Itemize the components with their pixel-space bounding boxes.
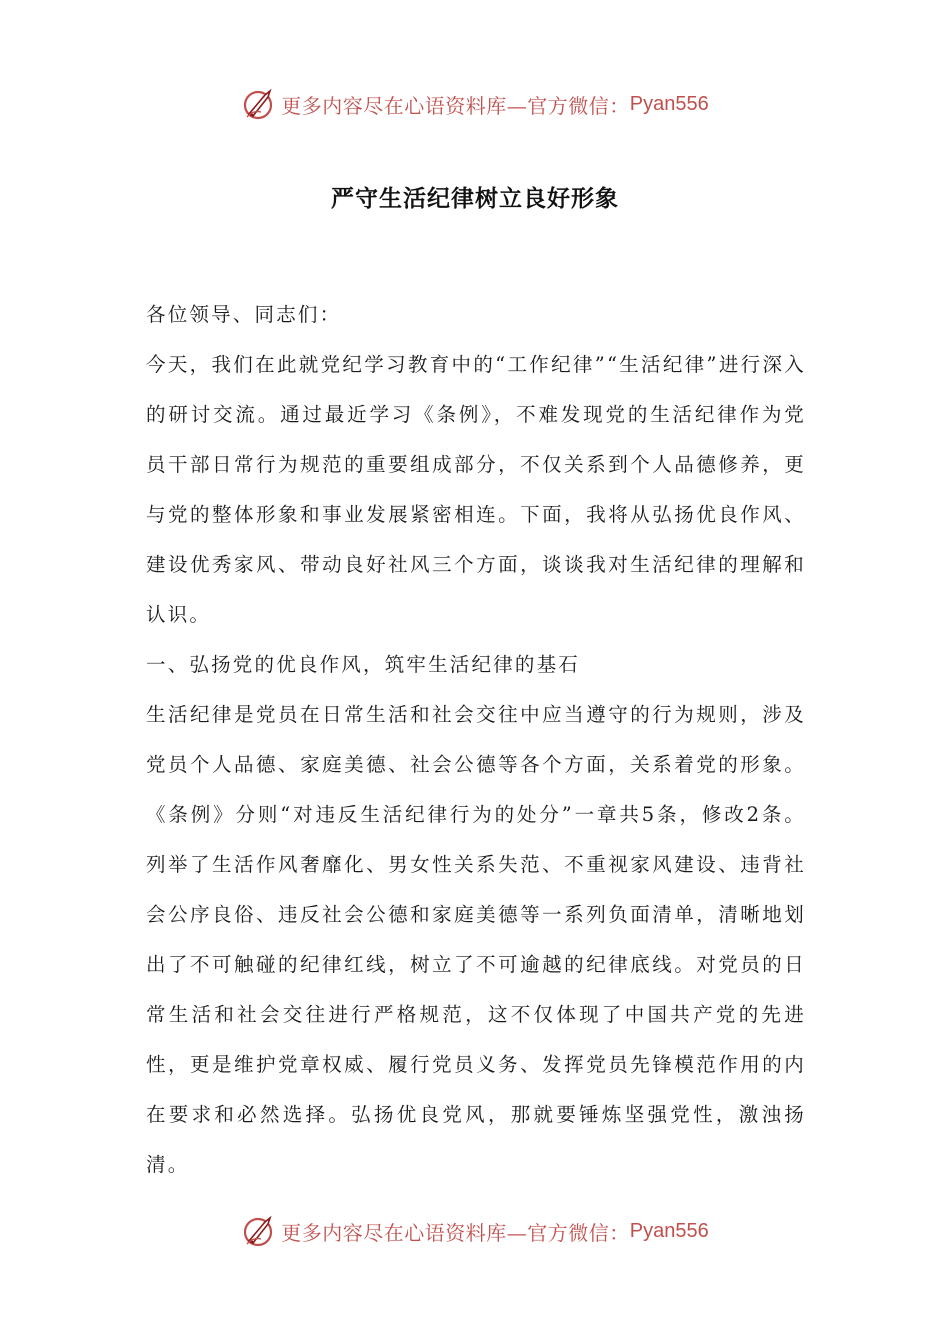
footer-watermark-id: Pyan556 — [629, 1219, 709, 1242]
salutation: 各位领导、同志们： — [146, 303, 342, 326]
header-watermark-id: Pyan556 — [629, 92, 709, 115]
footer-watermark-text: 更多内容尽在心语资料库—官方微信： — [281, 1220, 630, 1245]
footer-watermark — [0, 1211, 950, 1251]
page-title: 严守生活纪律树立良好形象 — [331, 186, 619, 212]
header-watermark — [0, 84, 950, 124]
document-body — [146, 290, 806, 1190]
paragraph-intro: 今天，我们在此就党纪学习教育中的“工作纪律”“生活纪律”进行深入的研讨交流。通过最近学习《条例》，不难发现党的生活纪律作为党员干部日常行为规范的重要组成部分，不仅关系到个人品德修养，更与党的整体形象和事业发展紧密相连。下面，我将从弘扬优良作风、建设优秀家风、带动良好社风三个方面，谈谈我对生活纪律的理解和认识。 — [146, 353, 806, 626]
pen-logo-icon — [241, 86, 277, 122]
section-heading-1: 一、弘扬党的优良作风，筑牢生活纪律的基石 — [146, 653, 581, 676]
paragraph-section-1: 生活纪律是党员在日常生活和社会交往中应当遵守的行为规则，涉及党员个人品德、家庭美德、社会公德等各个方面，关系着党的形象。《条例》分则“对违反生活纪律行为的处分”一章共5条，修改2条。列举了生活作风奢靡化、男女性关系失范、不重视家风建设、违背社会公序良俗、违反社会公德和家庭美德等一系列负面清单，清晰地划出了不可触碰的纪律红线，树立了不可逾越的纪律底线。对党员的日常生活和社会交往进行严格规范，这不仅体现了中国共产党的先进性，更是维护党章权威、履行党员义务、发挥党员先锋模范作用的内在要求和必然选择。弘扬优良党风，那就要锤炼坚强党性，激浊扬清。 — [146, 703, 806, 1176]
header-watermark-text: 更多内容尽在心语资料库—官方微信： — [281, 93, 630, 118]
pen-logo-icon — [241, 1213, 277, 1249]
